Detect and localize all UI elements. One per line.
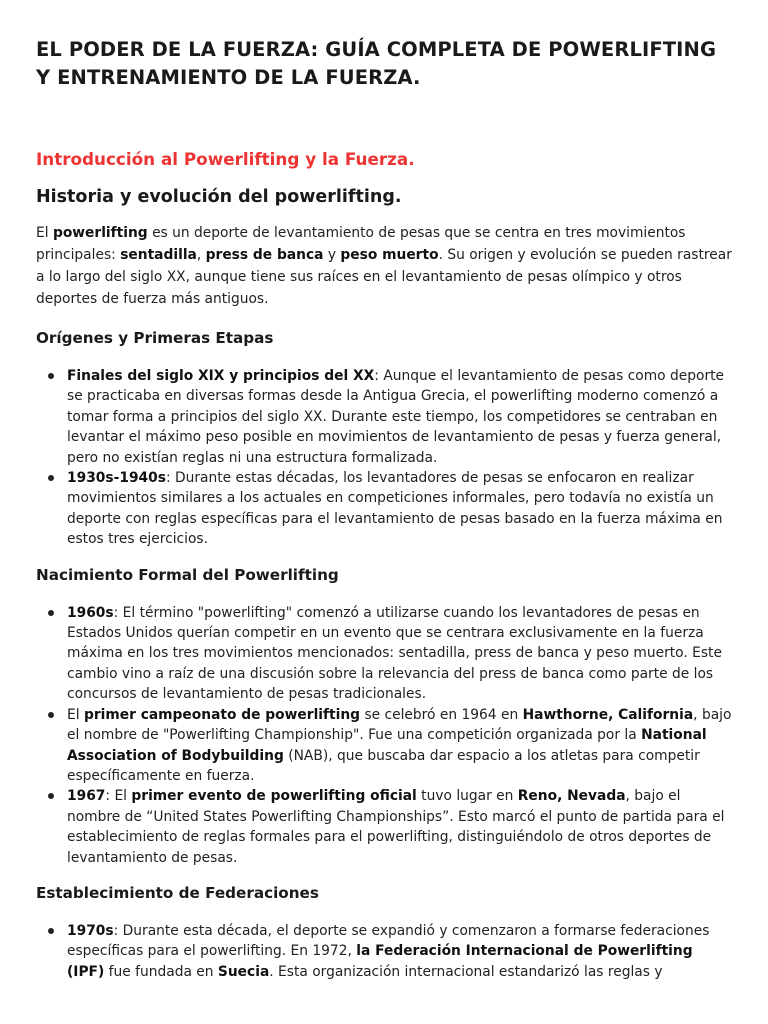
bold-term: primer campeonato de powerlifting bbox=[83, 706, 361, 723]
list-nacimiento bbox=[36, 603, 732, 868]
text: se celebró en 1964 en bbox=[360, 706, 523, 723]
heading-federaciones: Establecimiento de Federaciones bbox=[36, 883, 319, 902]
text: . Esta organización internacional estandarizó las reglas y bbox=[269, 963, 663, 980]
section-title: Introducción al Powerlifting y la Fuerza. bbox=[36, 149, 415, 169]
text: (NAB), que buscaba dar espacio a los atletas para competir específicamente en fuerza. bbox=[67, 747, 700, 784]
text: tuvo lugar en bbox=[416, 788, 518, 805]
list-item bbox=[67, 366, 732, 468]
heading-nacimiento: Nacimiento Formal del Powerlifting bbox=[36, 565, 339, 584]
bold-term: Suecia bbox=[217, 963, 270, 980]
list-item bbox=[67, 921, 732, 982]
text: fue fundada en bbox=[104, 963, 218, 980]
text: El bbox=[67, 706, 84, 723]
list-item bbox=[67, 468, 732, 550]
bold-term: peso muerto bbox=[340, 247, 439, 263]
list-item bbox=[67, 603, 732, 705]
text: : Aunque el levantamiento de pesas como deporte se practicaba en diversas formas desde la Antigua Grecia, el powerlifting moderno comenzó a tomar forma a principios del siglo XX. Durante este tiempo, los competidores se centraban en levantar el máximo peso posible en movimientos de levantamiento de pesas y fuerza general, pero no existían reglas ni una estructura formalizada. bbox=[67, 368, 725, 466]
text: : Durante esta década, el deporte se expandió y comenzaron a formarse federaciones específicas para el powerlifting. En 1972, bbox=[67, 922, 710, 960]
text: es un deporte de levantamiento de pesas que se centra en tres movimientos principales: bbox=[36, 225, 686, 263]
document-title: EL PODER DE LA FUERZA: GUÍA COMPLETA DE POWERLIFTING Y ENTRENAMIENTO DE LA FUERZA. bbox=[36, 38, 717, 89]
bold-term: 1967 bbox=[67, 788, 106, 805]
text: : El término "powerlifting" comenzó a utilizarse cuando los levantadores de pesas en Estados Unidos querían competir en un evento que se centrara exclusivamente en la fuerza máxima en los tres movimientos mencionados: sentadilla, press de banca y peso muerto. Este cambio vino a raíz de una discusión sobre la relevancia del press de banca como parte de los concursos de levantamiento de pesas tradicionales. bbox=[67, 604, 722, 703]
list-item bbox=[67, 786, 732, 868]
heading-origenes: Orígenes y Primeras Etapas bbox=[36, 329, 274, 347]
bold-term: Reno, Nevada bbox=[517, 788, 626, 805]
text: , bajo el nombre de "Powerlifting Championship". Fue una competición organizada por la bbox=[67, 706, 732, 744]
intro-paragraph bbox=[36, 222, 732, 310]
subsection-title: Historia y evolución del powerlifting. bbox=[36, 187, 402, 207]
list-item bbox=[67, 705, 732, 787]
text: : El bbox=[105, 788, 132, 805]
text: El bbox=[36, 225, 53, 241]
bold-term: 1960s bbox=[67, 604, 114, 621]
bold-term: press de banca bbox=[205, 247, 324, 263]
bold-term: primer evento de powerlifting oficial bbox=[131, 788, 417, 805]
bold-term: sentadilla bbox=[120, 247, 197, 263]
text: y bbox=[323, 247, 341, 263]
bold-term: powerlifting bbox=[52, 225, 148, 241]
bold-term: Finales del siglo XIX y principios del XX bbox=[67, 368, 375, 384]
bold-term: Hawthorne, California bbox=[522, 706, 694, 723]
list-origenes bbox=[36, 366, 732, 550]
text: . Su origen y evolución se pueden rastrear a lo largo del siglo XX, aunque tiene sus raíces en el levantamiento de pesas olímpico y otros deportes de fuerza más antiguos. bbox=[36, 247, 732, 307]
text: : Durante estas décadas, los levantadores de pesas se enfocaron en realizar movimientos similares a los actuales en competiciones informales, pero todavía no existía un deporte con reglas específicas para el levantamiento de pesas basado en la fuerza máxima en estos tres ejercicios. bbox=[67, 470, 723, 548]
text: , bbox=[196, 247, 206, 263]
bold-term: 1970s bbox=[67, 922, 114, 939]
bold-term: la Federación Internacional de Powerlifting (IPF) bbox=[67, 943, 693, 980]
text: , bajo el nombre de “United States Powerlifting Championships”. Esto marcó el punto de partida para el establecimiento de reglas formales para el powerlifting, distinguiéndolo de otros deportes de levantamiento de pesas. bbox=[67, 788, 725, 866]
bold-term: National Association of Bodybuilding bbox=[67, 727, 707, 764]
list-federaciones bbox=[36, 921, 732, 982]
bold-term: 1930s-1940s bbox=[67, 470, 166, 487]
